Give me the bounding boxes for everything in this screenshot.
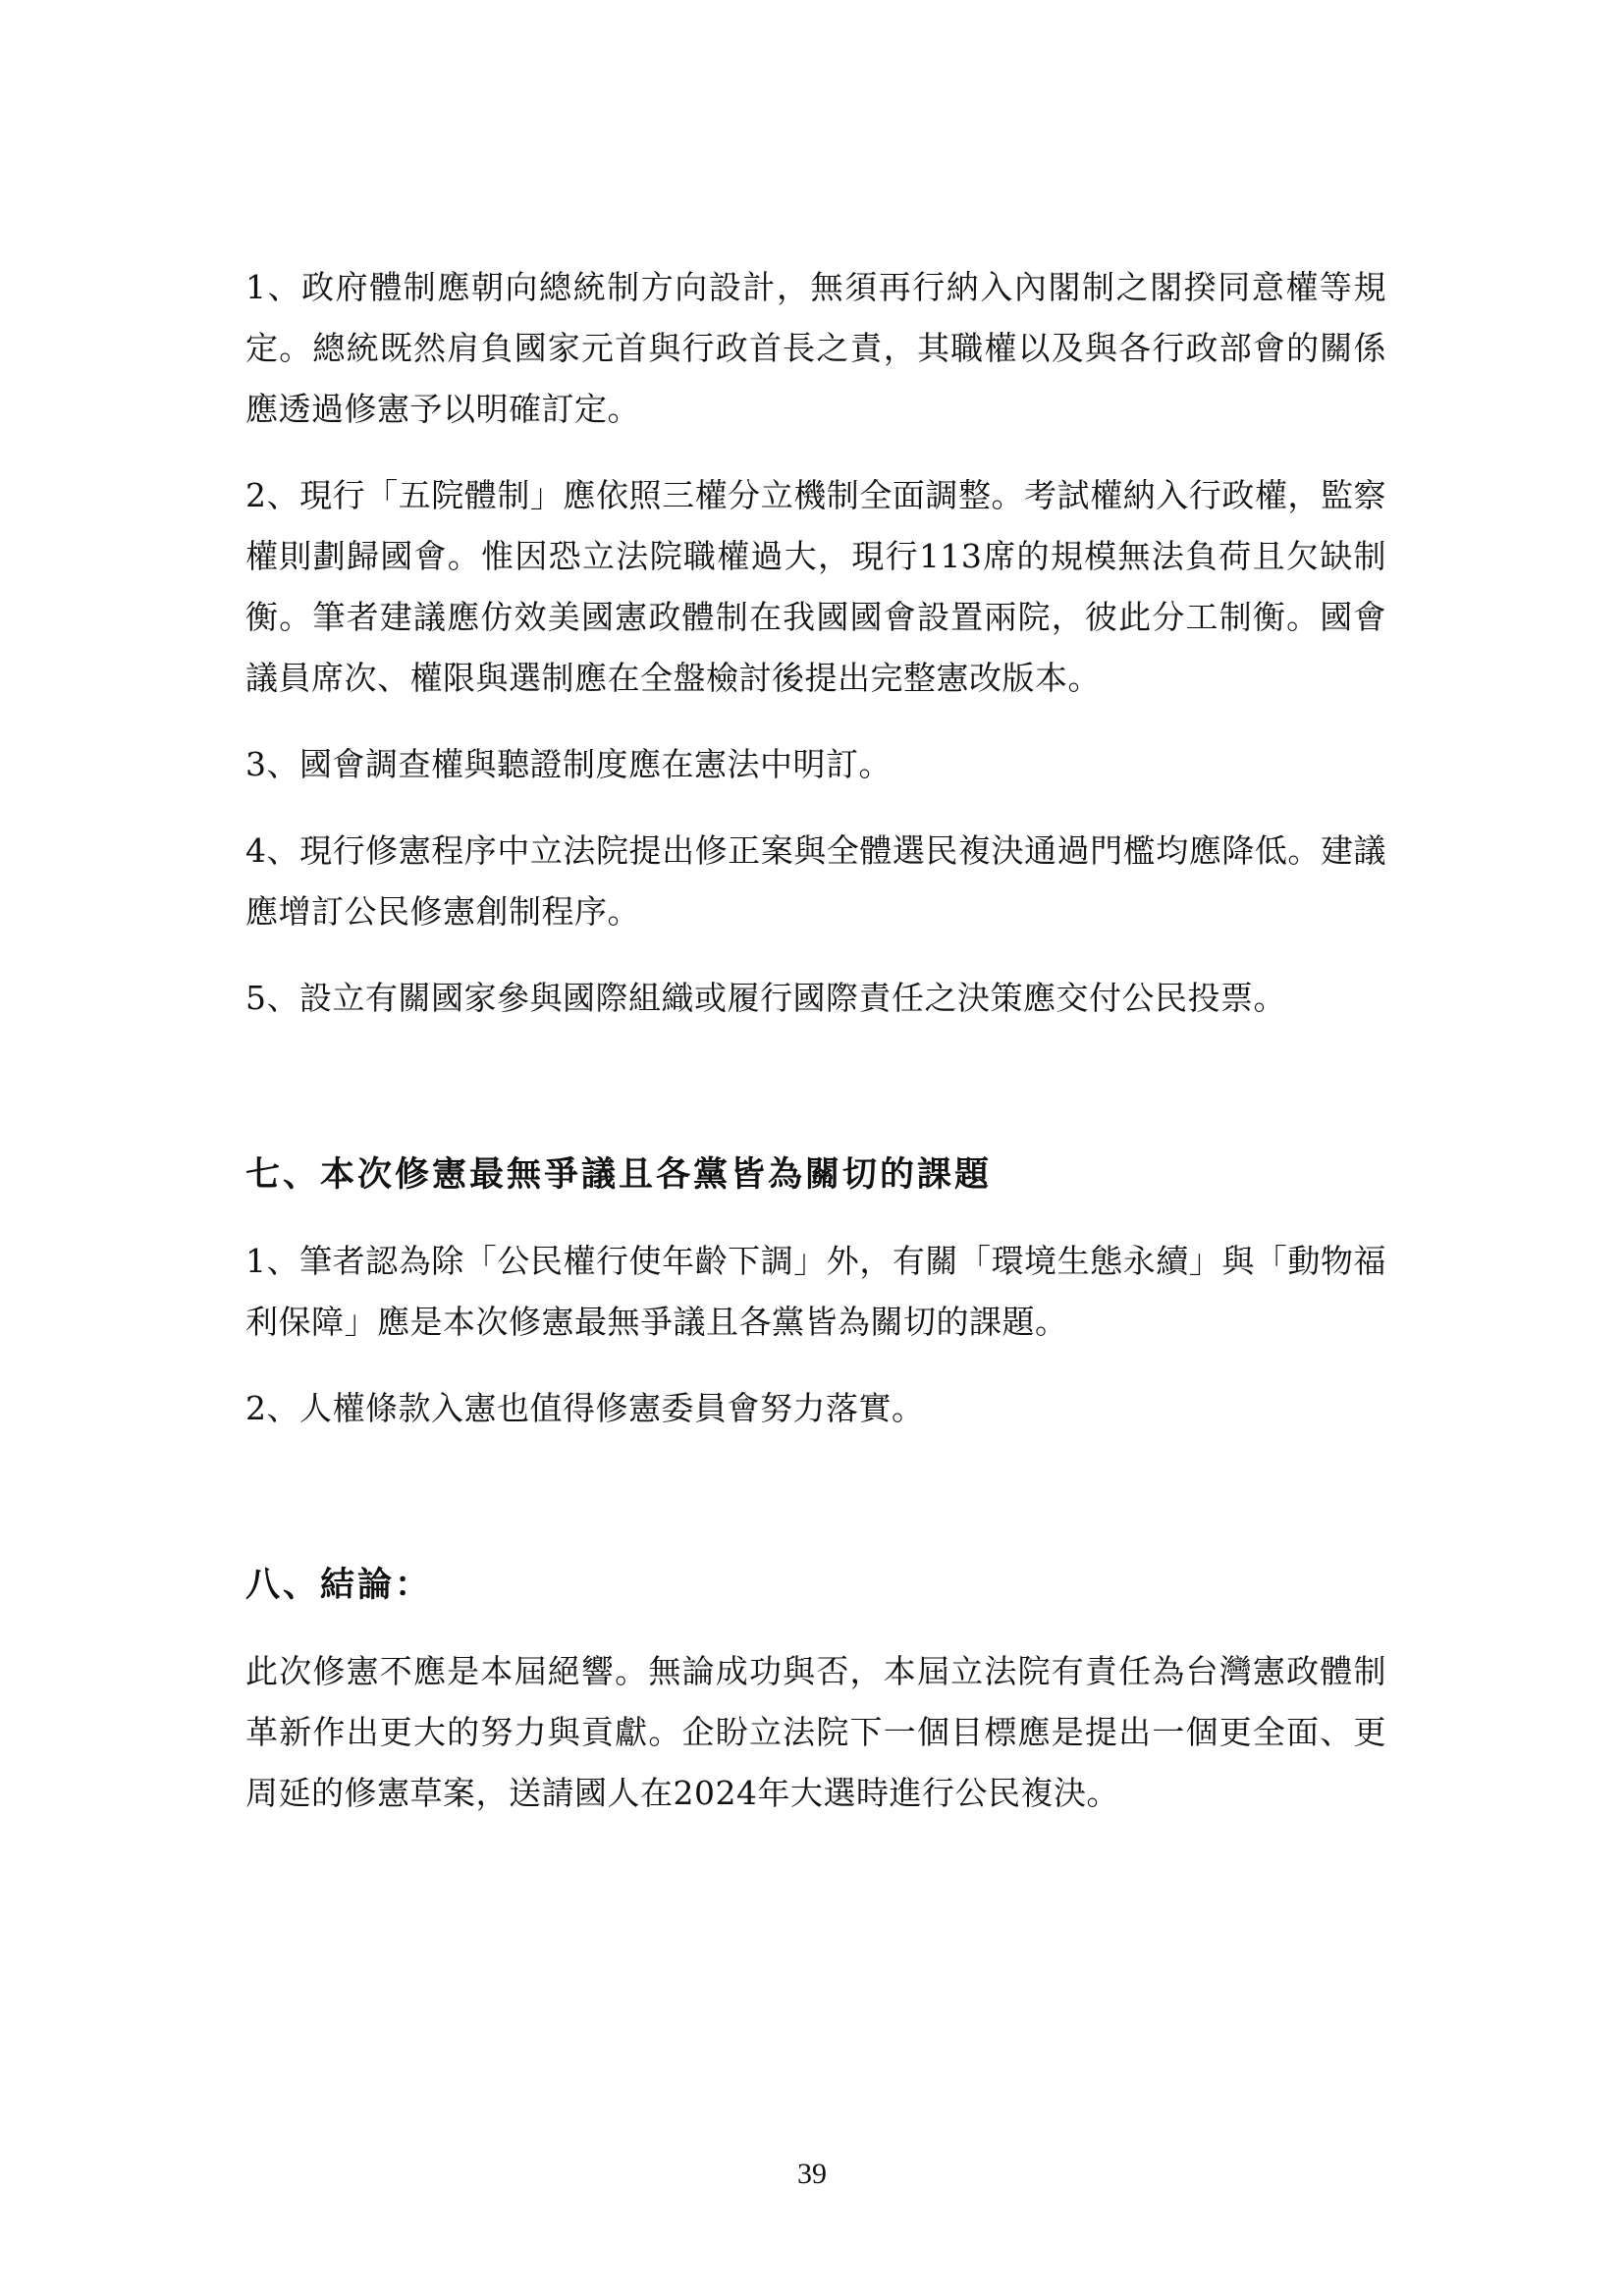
section-six-item-3: 3、國會調查權與聽證制度應在憲法中明訂。 xyxy=(245,745,892,783)
section-six-item-2: 2、現行「五院體制」應依照三權分立機制全面調整。考試權納入行政權，監察權則劃歸國會。惟因恐立法院職權過大，現行113席的規模無法負荷且欠缺制衡。筆者建議應仿效美國憲政體制在我國國會設置兩院，彼此分工制衡。國會議員席次、權限與選制應在全盤檢討後提出完整憲改版本。 xyxy=(245,476,1386,697)
section-seven-item-1: 1、筆者認為除「公民權行使年齡下調」外，有關「環境生態永續」與「動物福利保障」應是本次修憲最無爭議且各黨皆為關切的課題。 xyxy=(245,1242,1386,1341)
section-eight-heading: 八、結論： xyxy=(245,1566,433,1605)
section-seven-item-2: 2、人權條款入憲也值得修憲委員會努力落實。 xyxy=(245,1389,925,1427)
section-seven-heading: 七、本次修憲最無爭議且各黨皆為關切的課題 xyxy=(245,1155,993,1195)
section-six-item-5: 5、設立有關國家參與國際組織或履行國際責任之決策應交付公民投票。 xyxy=(245,979,1286,1017)
page-number: 39 xyxy=(797,2158,827,2190)
section-eight-body: 此次修憲不應是本屆絕響。無論成功與否，本屆立法院有責任為台灣憲政體制革新作出更大的努力與貢獻。企盼立法院下一個目標應是提出一個更全面、更周延的修憲草案，送請國人在2024年大選時進行公民複決。 xyxy=(245,1652,1386,1812)
page-content xyxy=(245,257,1386,1824)
section-six-item-1: 1、政府體制應朝向總統制方向設計，無須再行納入內閣制之閣揆同意權等規定。總統既然肩負國家元首與行政首長之責，其職權以及與各行政部會的關係應透過修憲予以明確訂定。 xyxy=(245,268,1386,428)
section-six-item-4: 4、現行修憲程序中立法院提出修正案與全體選民複決通過門檻均應降低。建議應增訂公民修憲創制程序。 xyxy=(245,831,1386,931)
